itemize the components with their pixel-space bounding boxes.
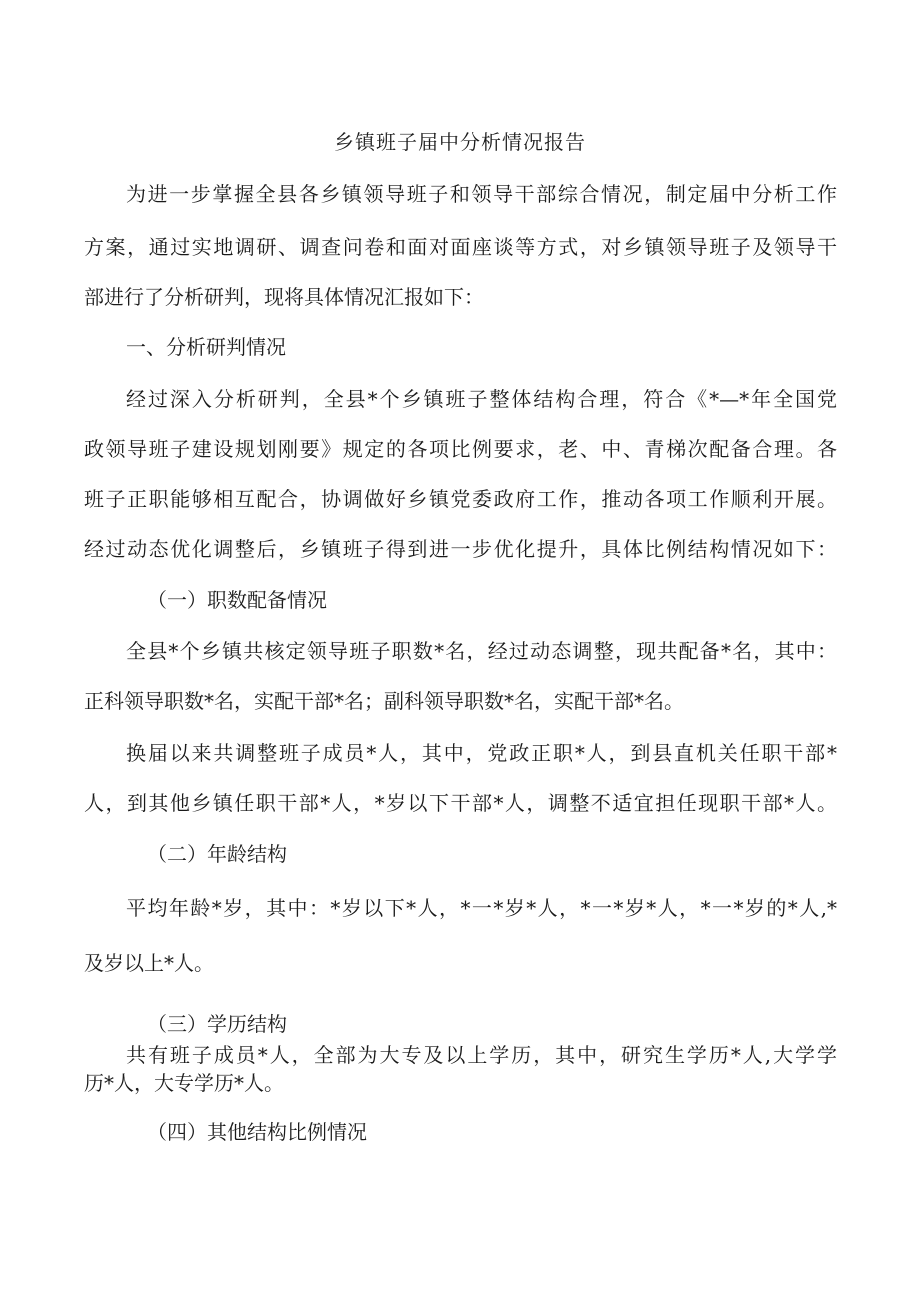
paragraph-line: 历*人，大专学历*人。 <box>84 1071 284 1095</box>
subsection-heading: （四）其他结构比例情况 <box>147 1120 367 1144</box>
subsection-heading: （三）学历结构 <box>147 1012 287 1036</box>
paragraph-line: 方案，通过实地调研、调查问卷和面对面座谈等方式，对乡镇领导班子及领导干 <box>84 235 837 259</box>
paragraph-line: 为进一步掌握全县各乡镇领导班子和领导干部综合情况，制定届中分析工作 <box>126 182 837 206</box>
subsection-heading: （一）职数配备情况 <box>147 588 327 612</box>
paragraph-line: 正科领导职数*名，实配干部*名；副科领导职数*名，实配干部*名。 <box>84 689 684 713</box>
paragraph-line: 共有班子成员*人，全部为大专及以上学历，其中，研究生学历*人,大学学 <box>126 1043 837 1067</box>
paragraph-line: 政领导班子建设规划刚要》规定的各项比例要求，老、中、青梯次配备合理。各 <box>84 437 837 461</box>
paragraph-line: 及岁以上*人。 <box>84 951 214 975</box>
paragraph-line: 换届以来共调整班子成员*人，其中，党政正职*人，到县直机关任职干部* <box>126 741 837 765</box>
paragraph-line: 人，到其他乡镇任职干部*人，*岁以下干部*人，调整不适宜担任现职干部*人。 <box>84 791 837 815</box>
paragraph-line: 平均年龄*岁，其中：*岁以下*人，*一*岁*人，*一*岁*人，*一*岁的*人,* <box>126 896 837 920</box>
paragraph-line: 班子正职能够相互配合，协调做好乡镇党委政府工作，推动各项工作顺利开展。 <box>84 487 837 511</box>
subsection-heading: （二）年龄结构 <box>147 842 287 866</box>
paragraph-line: 部进行了分析研判，现将具体情况汇报如下： <box>84 285 484 309</box>
paragraph-line: 全县*个乡镇共核定领导班子职数*名，经过动态调整，现共配备*名，其中： <box>126 639 837 663</box>
paragraph-line: 经过动态优化调整后，乡镇班子得到进一步优化提升，具体比例结构情况如下： <box>84 537 837 561</box>
section-heading: 一、分析研判情况 <box>126 335 286 359</box>
document-title: 乡镇班子届中分析情况报告 <box>334 130 586 154</box>
paragraph-line: 经过深入分析研判，全县*个乡镇班子整体结构合理，符合《*—*年全国党 <box>126 387 837 411</box>
